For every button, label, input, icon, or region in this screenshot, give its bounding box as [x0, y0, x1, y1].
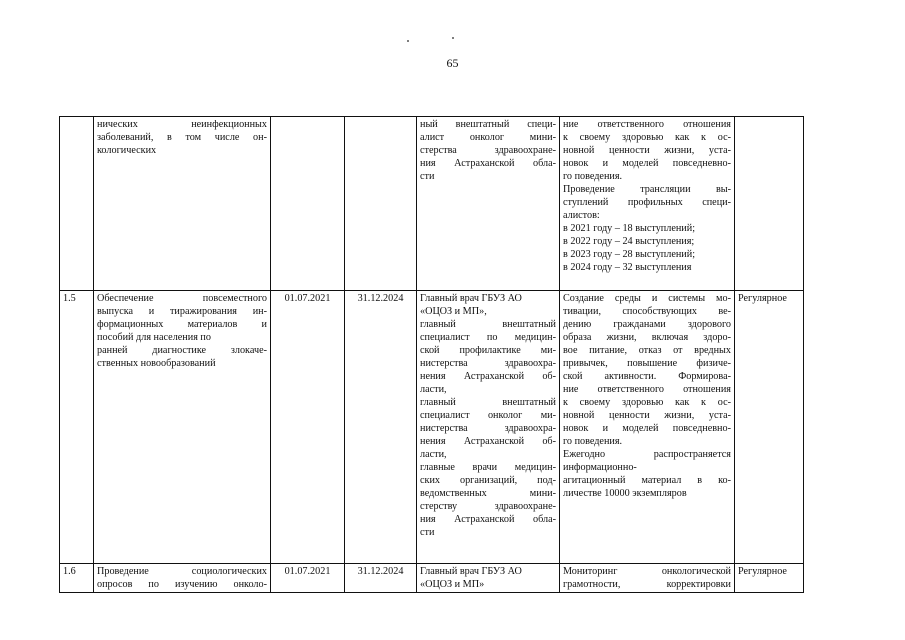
responsible-line: главный внештатный: [420, 319, 556, 330]
activity-name-line: ственных новообразований: [97, 358, 216, 369]
activity-name-line: Проведение социологических: [97, 566, 267, 577]
end-date-cell: [345, 117, 417, 291]
result-line: Создание среды и системы мо-: [563, 293, 731, 304]
responsible-line: стерству здравоохране-: [420, 501, 556, 512]
responsible-line: специалист онколог ми-: [420, 410, 556, 421]
activity-name-line: формационных материалов и: [97, 319, 267, 330]
result-line: го поведения.: [563, 171, 623, 182]
row-number-cell: 1.6: [60, 564, 94, 593]
result-line: новной ценности жизни, уста-: [563, 410, 731, 421]
period-cell: [735, 117, 804, 291]
result-line: Проведение трансляции вы-: [563, 184, 731, 195]
result-line: ние ответственного отношения: [563, 384, 731, 395]
responsible-line: нения Астраханской об-: [420, 436, 556, 447]
table-row: [60, 291, 804, 564]
result-line: к своему здоровью как к ос-: [563, 132, 731, 143]
start-date-cell: 01.07.2021: [271, 291, 345, 564]
activity-name-line: опросов по изучению онколо-: [97, 579, 267, 590]
result-line: в 2021 году – 18 выступлений;: [563, 223, 696, 234]
result-line: дению гражданами здорового: [563, 319, 731, 330]
page-number: 65: [446, 56, 459, 70]
activity-name-cell: [94, 117, 271, 291]
responsible-line: ских организаций, под-: [420, 475, 556, 486]
result-line: образа жизни, включая здоро-: [563, 332, 731, 343]
responsible-line: Главный врач ГБУЗ АО: [420, 566, 522, 577]
responsible-line: ния Астраханской обла-: [420, 514, 556, 525]
result-cell: [560, 564, 735, 593]
result-line: алистов:: [563, 210, 600, 221]
result-line: информационно-: [563, 462, 637, 473]
result-line: Ежегодно распространяется: [563, 449, 731, 460]
activity-name-line: ранней диагностике злокаче-: [97, 345, 267, 356]
result-line: новок и моделей повседневно-: [563, 158, 731, 169]
result-line: го поведения.: [563, 436, 623, 447]
responsible-cell: [417, 117, 560, 291]
result-line: личестве 10000 экземпляров: [563, 488, 687, 499]
responsible-line: нения Астраханской об-: [420, 371, 556, 382]
result-line: тивации, способствующих ве-: [563, 306, 731, 317]
responsible-line: ный внештатный специ-: [420, 119, 556, 130]
responsible-line: сти: [420, 527, 435, 538]
result-line: новок и моделей повседневно-: [563, 423, 731, 434]
result-cell: [560, 117, 735, 291]
result-line: ской активности. Формирова-: [563, 371, 731, 382]
activity-name-line: пособий для населения по: [97, 332, 211, 343]
responsible-line: Главный врач ГБУЗ АО: [420, 293, 522, 304]
result-line: в 2023 году – 28 выступлений;: [563, 249, 696, 260]
responsible-line: нистерства здравоохра-: [420, 358, 556, 369]
responsible-line: главный внештатный: [420, 397, 556, 408]
responsible-line: «ОЦОЗ и МП»: [420, 579, 485, 590]
responsible-line: сти: [420, 171, 435, 182]
result-line: к своему здоровью как к ос-: [563, 397, 731, 408]
result-line: новной ценности жизни, уста-: [563, 145, 731, 156]
responsible-line: ния Астраханской обла-: [420, 158, 556, 169]
result-line: грамотности, корректировки: [563, 579, 731, 590]
row-number-cell: 1.5: [60, 291, 94, 564]
responsible-line: ведомственных мини-: [420, 488, 556, 499]
end-date-cell: 31.12.2024: [345, 564, 417, 593]
scan-speck: [407, 40, 409, 42]
responsible-line: ласти,: [420, 449, 447, 460]
activity-name-cell: [94, 564, 271, 593]
responsible-line: алист онколог мини-: [420, 132, 556, 143]
end-date-cell: 31.12.2024: [345, 291, 417, 564]
result-line: в 2022 году – 24 выступления;: [563, 236, 695, 247]
activity-name-cell: [94, 291, 271, 564]
responsible-line: специалист по медицин-: [420, 332, 556, 343]
table-row: [60, 564, 804, 593]
result-line: ступлений профильных специ-: [563, 197, 731, 208]
activity-plan-table: [59, 116, 804, 593]
responsible-line: главные врачи медицин-: [420, 462, 556, 473]
period-cell: Регулярное: [735, 564, 804, 593]
responsible-line: ласти,: [420, 384, 447, 395]
row-number-cell: [60, 117, 94, 291]
period-cell: Регулярное: [735, 291, 804, 564]
responsible-cell: [417, 291, 560, 564]
result-line: агитационный материал в ко-: [563, 475, 731, 486]
result-line: ние ответственного отношения: [563, 119, 731, 130]
result-line: Мониторинг онкологической: [563, 566, 731, 577]
responsible-line: ской профилактике ми-: [420, 345, 556, 356]
scan-speck: [452, 37, 454, 39]
table-row: [60, 117, 804, 291]
result-line: вое питание, отказ от вредных: [563, 345, 731, 356]
responsible-line: нистерства здравоохра-: [420, 423, 556, 434]
activity-name-line: нических неинфекционных: [97, 119, 267, 130]
responsible-cell: [417, 564, 560, 593]
activity-name-line: кологических: [97, 145, 157, 156]
result-line: в 2024 году – 32 выступления: [563, 262, 692, 273]
activity-name-line: заболеваний, в том числе он-: [97, 132, 267, 143]
activity-name-line: выпуска и тиражирования ин-: [97, 306, 267, 317]
start-date-cell: [271, 117, 345, 291]
responsible-line: стерства здравоохране-: [420, 145, 556, 156]
activity-name-line: Обеспечение повсеместного: [97, 293, 267, 304]
responsible-line: «ОЦОЗ и МП»,: [420, 306, 487, 317]
result-line: привычек, повышение физиче-: [563, 358, 731, 369]
result-cell: [560, 291, 735, 564]
start-date-cell: 01.07.2021: [271, 564, 345, 593]
